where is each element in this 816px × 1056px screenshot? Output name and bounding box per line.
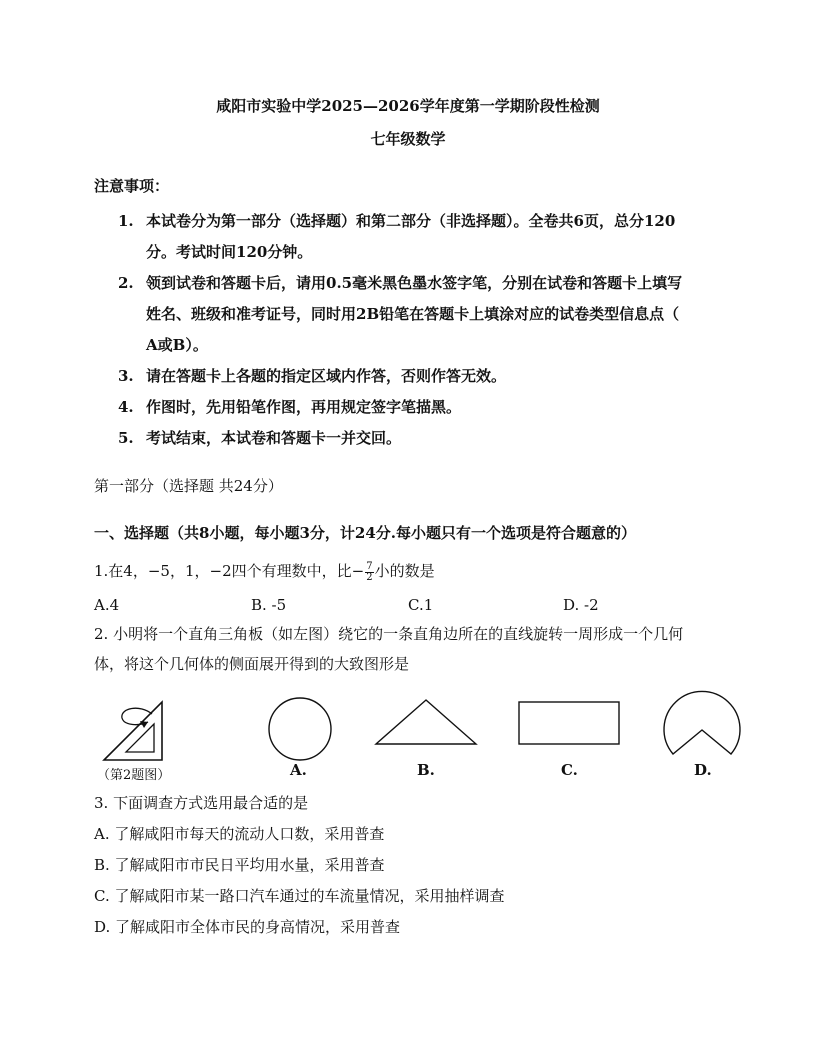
note-2-line-3: A或B）。 [146, 336, 208, 354]
part-one-heading: 第一部分（选择题 共24分） [94, 477, 283, 495]
note-5-line-1: 考试结束，本试卷和答题卡一并交回。 [146, 429, 402, 447]
note-2-number: 2. [118, 274, 134, 292]
note-3-line-1: 请在答题卡上各题的指定区域内作答，否则作答无效。 [146, 367, 507, 385]
question-3-stem: 3. 下面调查方式选用最合适的是 [94, 794, 309, 812]
question-2-line-1: 2. 小明将一个直角三角板（如左图）绕它的一条直角边所在的直线旋转一周形成一个几何 [94, 625, 684, 643]
section-one-title: 一、选择题（共8小题，每小题3分，计24分.每小题只有一个选项是符合题意的） [94, 524, 636, 542]
option-c-rectangle-shape [517, 700, 621, 746]
note-2-line-2: 姓名、班级和准考证号，同时用2B铅笔在答题卡上填涂对应的试卷类型信息点（ [146, 305, 680, 323]
figure-option-c-label: C. [561, 761, 578, 779]
note-2-line-1: 领到试卷和答题卡后，请用0.5毫米黑色墨水签字笔，分别在试卷和答题卡上填写 [146, 274, 683, 292]
note-1-line-2: 分。考试时间120分钟。 [146, 243, 313, 261]
figure-2-caption: （第2题图） [97, 768, 171, 783]
question-3-option-b: B. 了解咸阳市市民日平均用水量，采用普查 [94, 856, 385, 874]
fraction-denominator: 2 [366, 571, 373, 583]
note-1-number: 1. [118, 212, 134, 230]
figure-option-a-label: A. [290, 761, 307, 779]
question-1-option-d: D. -2 [563, 596, 599, 614]
note-1-line-1: 本试卷分为第一部分（选择题）和第二部分（非选择题）。全卷共6页，总分120 [146, 212, 676, 230]
exam-subtitle: 七年级数学 [370, 130, 446, 148]
question-1-stem-after: 小的数是 [374, 562, 435, 580]
question-1-stem-before: 1.在4，−5，1，−2四个有理数中，比− [94, 562, 365, 580]
fraction-numerator: 7 [366, 560, 373, 572]
note-4-line-1: 作图时，先用铅笔作图，再用规定签字笔描黑。 [146, 398, 462, 416]
option-a-circle-shape [267, 696, 333, 762]
question-1-option-b: B. -5 [251, 596, 287, 614]
question-3-option-d: D. 了解咸阳市全体市民的身高情况，采用普查 [94, 918, 401, 936]
fraction-seven-halves [365, 562, 373, 583]
figure-option-b-label: B. [417, 761, 435, 779]
question-2-line-2: 体，将这个几何体的侧面展开得到的大致图形是 [94, 655, 410, 673]
note-5-number: 5. [118, 429, 134, 447]
question-1-option-c: C.1 [408, 596, 434, 614]
figure-option-d-label: D. [694, 761, 712, 779]
question-1-option-a: A.4 [94, 596, 120, 614]
note-3-number: 3. [118, 367, 134, 385]
notes-heading: 注意事项： [94, 177, 170, 195]
option-d-sector-shape [660, 688, 744, 760]
question-3-option-c: C. 了解咸阳市某一路口汽车通过的车流量情况，采用抽样调查 [94, 887, 505, 905]
question-3-option-a: A. 了解咸阳市每天的流动人口数，采用普查 [94, 825, 385, 843]
note-4-number: 4. [118, 398, 134, 416]
exam-title: 咸阳市实验中学2025—2026学年度第一学期阶段性检测 [216, 97, 600, 115]
set-square-figure [100, 694, 190, 774]
option-b-triangle-shape [374, 698, 478, 748]
question-1-stem [94, 561, 435, 583]
